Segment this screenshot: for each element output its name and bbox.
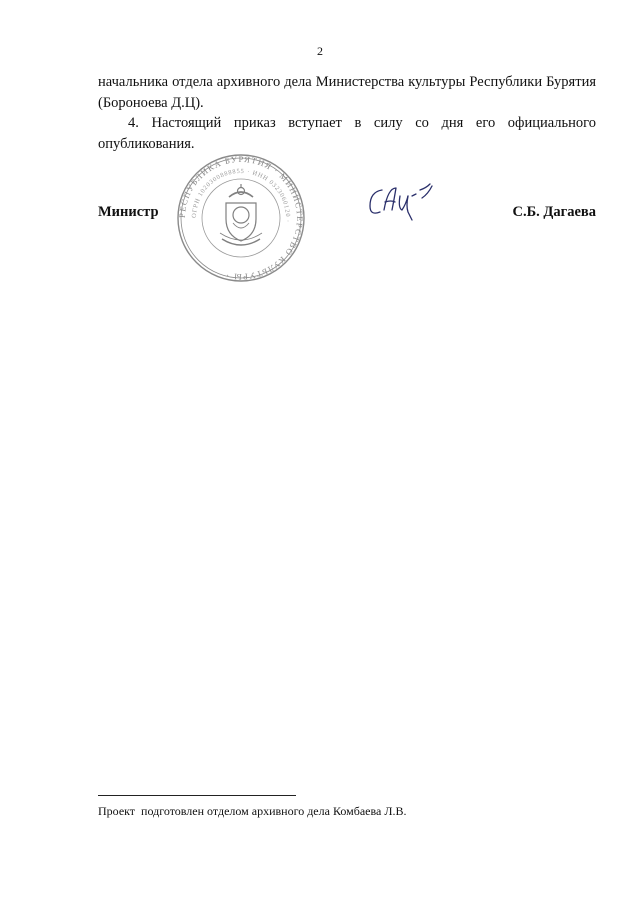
seal-inner-text: ОГРН 1020300888855 · ИНН 0323060120 · [190,167,292,224]
paragraph-item-4: 4. Настоящий приказ вступает в силу со дня его официального опубликования. [98,115,596,152]
signature-block [98,204,596,228]
page-number: 2 [317,44,323,58]
paragraph-continuation: начальника отдела архивного дела Министерства культуры Республики Бурятия (Бороноева Д.Ц). [98,74,596,111]
coat-of-arms-icon [220,184,262,245]
seal-outer-text: РЕСПУБЛИКА БУРЯТИЯ · МИНИСТЕРСТВО КУЛЬТУРЫ · [176,153,306,283]
handwritten-signature [364,180,436,222]
footnote-text: Проект подготовлен отделом архивного дела Комбаева Л.В. [98,804,407,818]
signer-role: Министр [98,204,159,220]
official-seal [176,153,306,283]
signer-name: С.Б. Дагаева [512,204,596,220]
footnote-divider [98,795,296,796]
